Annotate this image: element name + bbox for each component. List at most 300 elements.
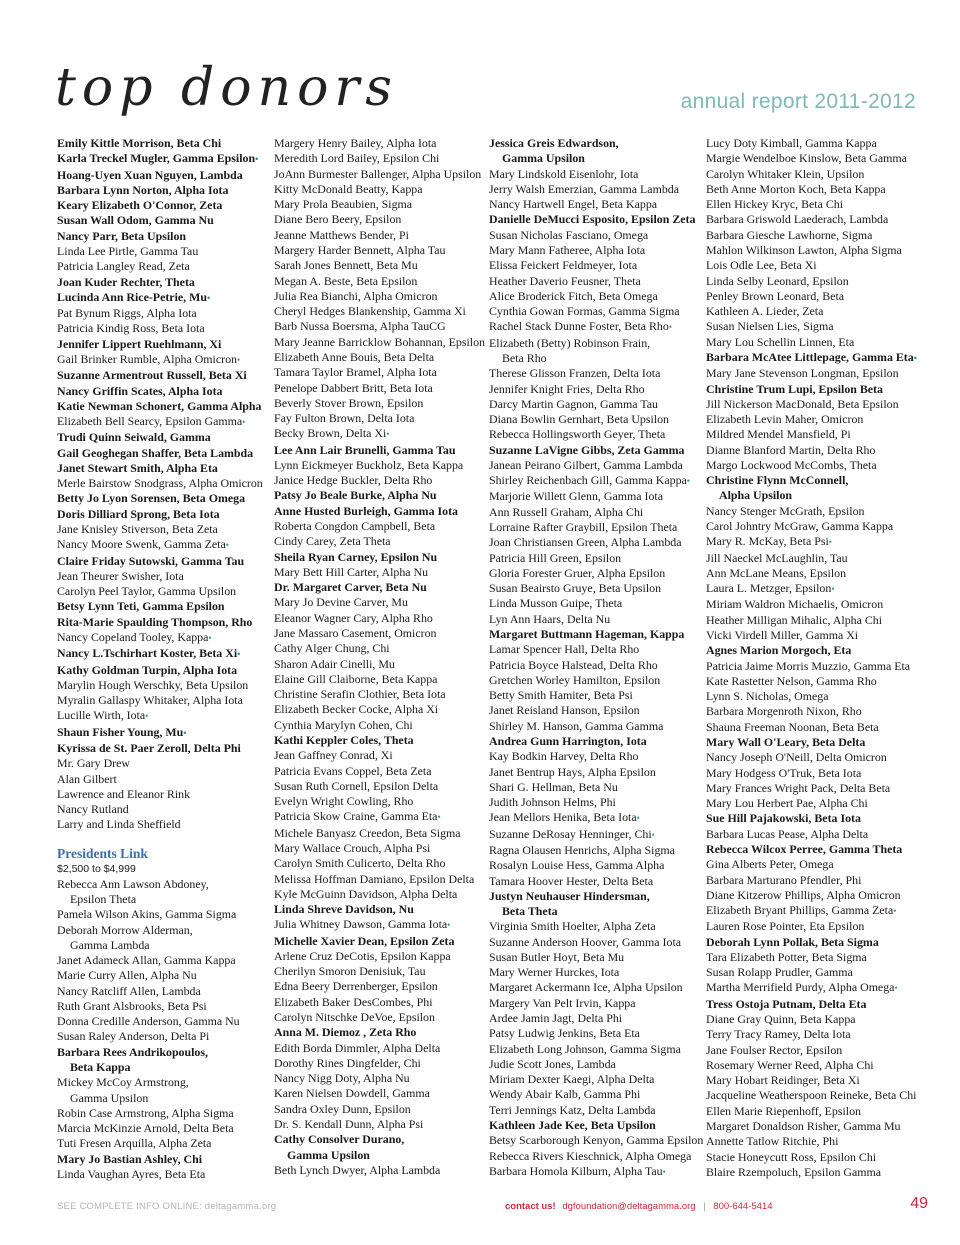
donor-name: Kitty McDonald Beatty, Kappa bbox=[274, 181, 423, 196]
donor-name: Kathy Goldman Turpin, Alpha Iota bbox=[57, 662, 238, 677]
donor-entry bbox=[274, 443, 482, 458]
donor-name: Ellen Hickey Kryc, Beta Chi bbox=[706, 197, 844, 212]
donor-name: Heather Daverio Feusner, Theta bbox=[489, 273, 641, 288]
donor-entry bbox=[489, 535, 701, 550]
donor-name: Linda Selby Leonard, Epsilon bbox=[706, 273, 849, 288]
donor-name: Miriam Waldron Michaelis, Omicron bbox=[706, 597, 884, 612]
donor-name: Lee Ann Lair Brunelli, Gamma Tau bbox=[274, 442, 456, 457]
donor-entry bbox=[706, 182, 921, 197]
donor-name: Tara Elizabeth Potter, Beta Sigma bbox=[706, 949, 867, 964]
donor-entry bbox=[489, 874, 701, 889]
donor-entry bbox=[706, 980, 921, 996]
donor-entry bbox=[706, 566, 921, 581]
donor-entry bbox=[706, 1043, 921, 1058]
donor-entry bbox=[706, 289, 921, 304]
donor-entry bbox=[489, 719, 701, 734]
donor-entry bbox=[489, 151, 701, 166]
donor-name: Doris Dilliard Sprong, Beta Iota bbox=[57, 506, 220, 521]
donor-entry bbox=[274, 212, 482, 227]
donor-entry bbox=[57, 446, 269, 461]
donor-name: Kathi Keppler Coles, Theta bbox=[274, 732, 414, 747]
donor-name: Mary Jo Bastian Ashley, Chi bbox=[57, 1151, 203, 1166]
donor-entry bbox=[706, 1058, 921, 1073]
donor-entry bbox=[274, 334, 486, 350]
donor-entry bbox=[274, 350, 482, 365]
donor-name: Ardee Jamin Jagt, Delta Phi bbox=[489, 1011, 623, 1026]
donor-marker-icon: • bbox=[893, 906, 897, 917]
donor-name: Pamela Wilson Akins, Gamma Sigma bbox=[57, 907, 237, 922]
donor-entry bbox=[274, 258, 482, 273]
donor-name: Sue Hill Pajakowski, Beta Iota bbox=[706, 811, 861, 826]
donor-name: Gail Brinker Rumble, Alpha Omicron bbox=[57, 351, 237, 366]
donor-name: Beta Rho bbox=[502, 350, 547, 365]
donor-name: Mary Hobart Reidinger, Beta Xi bbox=[706, 1073, 860, 1088]
donor-name: Anne Husted Burleigh, Gamma Iota bbox=[274, 503, 458, 518]
donor-entry bbox=[489, 136, 701, 151]
donor-entry bbox=[489, 212, 701, 227]
donor-name: Pat Bynum Riggs, Alpha Iota bbox=[57, 306, 197, 321]
donor-entry bbox=[57, 772, 269, 787]
donor-entry bbox=[706, 613, 921, 628]
donor-name: Susan Wall Odom, Gamma Nu bbox=[57, 213, 214, 228]
donor-entry bbox=[57, 491, 269, 506]
donor-marker-icon: • bbox=[255, 154, 259, 165]
donor-entry bbox=[274, 1056, 482, 1071]
donor-name: Penelope Dabbert Britt, Beta Iota bbox=[274, 380, 433, 395]
donor-entry bbox=[57, 183, 269, 198]
donor-name: Andrea Gunn Harrington, Iota bbox=[489, 733, 647, 748]
donor-entry bbox=[706, 781, 921, 796]
donor-entry bbox=[274, 1132, 482, 1147]
donor-entry bbox=[706, 1088, 921, 1103]
donor-name: Susan Rolapp Prudler, Gamma bbox=[706, 965, 853, 980]
donor-name: Gina Alberts Peter, Omega bbox=[706, 857, 834, 872]
donor-entry bbox=[274, 949, 482, 964]
donor-entry bbox=[274, 1102, 482, 1117]
donor-name: Mary Wallace Crouch, Alpha Psi bbox=[274, 840, 431, 855]
donor-name: Beverly Stover Brown, Epsilon bbox=[274, 395, 424, 410]
donor-entry bbox=[489, 703, 701, 718]
donor-entry bbox=[57, 337, 269, 352]
donor-entry bbox=[274, 934, 482, 949]
donor-entry bbox=[57, 461, 269, 476]
donor-entry bbox=[274, 565, 482, 580]
donor-entry bbox=[57, 693, 269, 708]
donor-entry bbox=[489, 581, 701, 596]
donor-entry bbox=[274, 626, 482, 641]
donor-entry bbox=[489, 642, 701, 657]
donor-entry bbox=[274, 964, 482, 979]
donor-entry bbox=[706, 950, 921, 965]
donor-name: Barbara Giesche Lawhorne, Sigma bbox=[706, 227, 873, 242]
donor-entry bbox=[706, 228, 921, 243]
donor-name: Mr. Gary Drew bbox=[57, 756, 130, 771]
donor-name: Shirley Reichenbach Gill, Gamma Kappa bbox=[489, 473, 687, 488]
donor-name: Mary Lindskold Eisenlohr, Iota bbox=[489, 166, 639, 181]
donor-marker-icon: • bbox=[636, 813, 640, 824]
donor-marker-icon: • bbox=[437, 812, 441, 823]
donor-name: Nancy Moore Swenk, Gamma Zeta bbox=[57, 537, 226, 552]
donor-name: Tamara Hoover Hester, Delta Beta bbox=[489, 873, 654, 888]
donor-name: Virginia Smith Hoelter, Alpha Zeta bbox=[489, 919, 656, 934]
donor-name: Ragna Olausen Henrichs, Alpha Sigma bbox=[489, 842, 675, 857]
donor-entry bbox=[706, 827, 921, 842]
donor-name: Betsy Scarborough Kenyon, Gamma Epsilon bbox=[489, 1133, 704, 1148]
donor-entry bbox=[706, 1150, 921, 1165]
donor-name: Sharon Adair Cinelli, Mu bbox=[274, 656, 395, 671]
donor-name: Blaire Rzempoluch, Epsilon Gamma bbox=[706, 1164, 882, 1179]
donor-name: Cindy Carey, Zeta Theta bbox=[274, 534, 391, 549]
donor-entry bbox=[489, 919, 701, 934]
donor-entry bbox=[706, 659, 921, 674]
donor-entry bbox=[274, 826, 482, 841]
donor-entry bbox=[706, 443, 921, 458]
donor-name: Mary Hodgess O'Truk, Beta Iota bbox=[706, 765, 862, 780]
donor-name: Jane Massaro Casement, Omicron bbox=[274, 626, 437, 640]
donor-entry bbox=[274, 657, 482, 672]
donor-name: Edith Borda Dimmler, Alpha Delta bbox=[274, 1040, 441, 1055]
donor-entry bbox=[706, 903, 921, 919]
donor-entry bbox=[57, 953, 269, 968]
donor-name: Margaret Buttmann Hageman, Kappa bbox=[489, 627, 685, 641]
donor-entry bbox=[489, 566, 701, 581]
donor-entry bbox=[57, 1060, 269, 1075]
donor-entry bbox=[274, 1117, 482, 1132]
donor-entry bbox=[57, 1045, 269, 1060]
donor-name: Gamma Upsilon bbox=[70, 1090, 149, 1105]
donor-entry bbox=[274, 794, 482, 809]
donor-marker-icon: • bbox=[183, 727, 187, 738]
donor-name: Nancy Joseph O'Neill, Delta Omicron bbox=[706, 750, 887, 765]
donor-entry bbox=[274, 274, 482, 289]
donor-entry bbox=[489, 795, 701, 810]
donor-entry bbox=[274, 136, 482, 151]
donor-name: Patricia Evans Coppel, Beta Zeta bbox=[274, 763, 432, 778]
donor-name: Janean Peirano Gilbert, Gamma Lambda bbox=[489, 457, 683, 472]
donor-name: Nancy Nigg Doty, Alpha Nu bbox=[274, 1071, 410, 1086]
donor-entry bbox=[706, 382, 921, 397]
donor-name: JoAnn Burmester Ballenger, Alpha Upsilon bbox=[274, 166, 482, 181]
donor-entry bbox=[489, 366, 701, 381]
donor-entry bbox=[57, 1152, 269, 1167]
donor-name: Jean Theurer Swisher, Iota bbox=[57, 568, 184, 583]
donor-name: Patsy Ludwig Jenkins, Beta Eta bbox=[489, 1026, 640, 1041]
donor-name: Alice Broderick Fitch, Beta Omega bbox=[489, 288, 658, 303]
donor-entry bbox=[274, 887, 482, 902]
donor-entry bbox=[706, 488, 921, 503]
donor-name: Tamara Taylor Bramel, Alpha Iota bbox=[274, 365, 437, 380]
donor-name: Cheryl Hedges Blankenship, Gamma Xi bbox=[274, 304, 466, 319]
donor-name: Jeanne Matthews Bender, Pi bbox=[274, 227, 409, 242]
donor-name: Beta Theta bbox=[502, 904, 558, 919]
donor-entry bbox=[706, 935, 921, 950]
donor-entry bbox=[489, 858, 701, 873]
donor-name: Diana Bowlin Gernhart, Beta Upsilon bbox=[489, 412, 669, 427]
donor-name: Elizabeth Becker Cocke, Alpha Xi bbox=[274, 702, 439, 717]
donor-name: Linda Shreve Davidson, Nu bbox=[274, 902, 414, 917]
donor-entry bbox=[706, 335, 921, 350]
donor-name: Becky Brown, Delta Xi bbox=[274, 426, 387, 441]
donor-name: Nancy Hartwell Engel, Beta Kappa bbox=[489, 197, 658, 212]
donor-name: Barbara Rees Andrikopoulos, bbox=[57, 1044, 208, 1059]
donor-name: Elizabeth Bryant Phillips, Gamma Zeta bbox=[706, 903, 894, 918]
donor-entry bbox=[274, 182, 482, 197]
donor-entry bbox=[274, 779, 482, 794]
donor-name: Lawrence and Eleanor Rink bbox=[57, 786, 191, 801]
donor-entry bbox=[706, 412, 921, 427]
donor-entry bbox=[489, 1087, 701, 1102]
donor-name: Trudi Quinn Seiwald, Gamma bbox=[57, 430, 211, 445]
donor-name: Rosalyn Louise Hess, Gamma Alpha bbox=[489, 858, 665, 873]
donor-entry bbox=[274, 488, 482, 503]
donor-name: Cynthia Gowan Formas, Gamma Sigma bbox=[489, 304, 680, 319]
donor-entry bbox=[706, 212, 921, 227]
donor-name: Jerry Walsh Emerzian, Gamma Lambda bbox=[489, 181, 679, 196]
donor-marker-icon: • bbox=[236, 354, 241, 365]
donor-entry bbox=[489, 1057, 701, 1072]
donor-entry bbox=[57, 522, 269, 537]
donor-entry bbox=[489, 596, 701, 611]
donor-entry bbox=[706, 873, 921, 888]
donor-name: Janet Stewart Smith, Alpha Eta bbox=[57, 460, 218, 475]
donor-name: Patricia Kindig Ross, Beta Iota bbox=[57, 321, 205, 336]
donor-name: Hoang-Uyen Xuan Nguyen, Lambda bbox=[57, 167, 243, 182]
donor-name: Elizabeth Anne Bouis, Beta Delta bbox=[274, 349, 435, 364]
donor-name: Robin Case Armstrong, Alpha Sigma bbox=[57, 1105, 234, 1120]
donor-entry bbox=[706, 796, 921, 811]
donor-entry bbox=[489, 673, 701, 688]
donor-name: Epsilon Theta bbox=[70, 891, 137, 906]
donor-entry bbox=[489, 197, 701, 212]
donor-name: Diane Bero Beery, Epsilon bbox=[274, 212, 402, 227]
donor-name: Katie Newman Schonert, Gamma Alpha bbox=[57, 398, 262, 413]
donor-name: Jennifer Knight Fries, Delta Rho bbox=[489, 381, 645, 396]
donor-entry bbox=[57, 984, 269, 999]
donor-name: Mary Mann Fatheree, Alpha Iota bbox=[489, 242, 646, 257]
donor-entry bbox=[706, 1012, 921, 1027]
donor-entry bbox=[57, 1167, 269, 1182]
donor-entry bbox=[57, 1029, 269, 1044]
donor-column-4 bbox=[706, 136, 921, 1180]
donor-name: Patricia Skow Craine, Gamma Eta bbox=[274, 809, 438, 824]
donor-name: Judie Scott Jones, Lambda bbox=[489, 1056, 616, 1071]
donor-name: Meredith Lord Bailey, Epsilon Chi bbox=[274, 151, 440, 166]
donor-entry bbox=[489, 780, 701, 795]
donor-entry bbox=[57, 554, 269, 569]
donor-name: Claire Friday Sutowski, Gamma Tau bbox=[57, 553, 245, 568]
donor-name: Beth Lynch Dwyer, Alpha Lambda bbox=[274, 1162, 441, 1177]
donor-name: Patricia Jaime Morris Muzzio, Gamma Eta bbox=[706, 658, 911, 673]
donor-name: Barbara Griswold Laederach, Lambda bbox=[706, 212, 889, 227]
donor-name: Barbara McAtee Littlepage, Gamma Eta bbox=[706, 349, 914, 364]
donor-entry bbox=[57, 907, 269, 922]
donor-marker-icon: • bbox=[206, 292, 211, 303]
donor-name: Carolyn Nitschke DeVoe, Epsilon bbox=[274, 1010, 435, 1025]
donor-entry bbox=[489, 1026, 701, 1041]
donor-name: Barbara Morgenroth Nixon, Rho bbox=[706, 704, 862, 719]
donor-entry bbox=[706, 519, 921, 534]
donor-entry bbox=[57, 708, 269, 724]
donor-name: Deborah Lynn Pollak, Beta Sigma bbox=[706, 934, 879, 949]
donor-entry bbox=[57, 923, 269, 938]
donor-entry bbox=[706, 735, 921, 750]
donor-name: Therese Glisson Franzen, Delta Iota bbox=[489, 366, 661, 381]
donor-name: Marcia McKinzie Arnold, Delta Beta bbox=[57, 1121, 234, 1136]
donor-name: Mildred Mendel Mansfield, Pi bbox=[706, 427, 851, 442]
donor-name: Fay Fulton Brown, Delta Iota bbox=[274, 411, 415, 426]
donor-entry bbox=[489, 658, 701, 673]
donor-name: Jane Foulser Rector, Epsilon bbox=[706, 1042, 843, 1057]
donor-name: Mary Jeanne Barricklow Bohannan, Epsilon bbox=[274, 334, 486, 349]
donor-entry bbox=[274, 979, 482, 994]
donor-name: Michele Banyasz Creedon, Beta Sigma bbox=[274, 825, 461, 840]
donor-name: Cathy Alger Chung, Chi bbox=[274, 641, 390, 656]
donor-entry bbox=[706, 458, 921, 473]
donor-entry bbox=[489, 243, 701, 258]
donor-name: Susan Raley Anderson, Delta Pi bbox=[57, 1029, 210, 1044]
donor-marker-icon: • bbox=[208, 633, 212, 643]
donor-entry bbox=[274, 917, 482, 933]
donor-entry bbox=[489, 843, 701, 858]
donor-entry bbox=[57, 430, 269, 445]
donor-entry bbox=[489, 734, 701, 749]
donor-entry bbox=[57, 1075, 269, 1090]
donor-marker-icon: • bbox=[225, 540, 229, 551]
donor-entry bbox=[57, 151, 269, 167]
donor-name: Jessica Greis Edwardson, bbox=[489, 136, 619, 150]
donor-name: Penley Brown Leonard, Beta bbox=[706, 288, 845, 303]
donor-name: Deborah Morrow Alderman, bbox=[57, 922, 193, 937]
donor-name: Melissa Hoffman Damiano, Epsilon Delta bbox=[274, 871, 475, 886]
donor-name: Suzanne Armentrout Russell, Beta Xi bbox=[57, 368, 247, 383]
donor-entry bbox=[274, 995, 482, 1010]
donor-name: Kyrissa de St. Paer Zeroll, Delta Phi bbox=[57, 740, 241, 755]
donor-name: Carol Johntry McGraw, Gamma Kappa bbox=[706, 519, 894, 534]
contact-separator: | bbox=[703, 1201, 706, 1212]
donor-name: Arlene Cruz DeCotis, Epsilon Kappa bbox=[274, 948, 451, 963]
donor-entry bbox=[274, 396, 482, 411]
donor-name: Keary Elizabeth O'Connor, Zeta bbox=[57, 198, 223, 213]
donor-name: Laura L. Metzger, Epsilon bbox=[706, 581, 832, 596]
donor-entry bbox=[57, 599, 269, 614]
donor-entry bbox=[489, 627, 701, 642]
donor-name: Julia Rea Bianchi, Alpha Omicron bbox=[274, 288, 438, 303]
contact-email-link[interactable]: dgfoundation@deltagamma.org bbox=[562, 1201, 696, 1212]
donor-entry bbox=[57, 678, 269, 693]
donor-entry bbox=[706, 628, 921, 643]
donor-marker-icon: • bbox=[913, 352, 917, 363]
donor-entry bbox=[274, 687, 482, 702]
donor-entry bbox=[274, 289, 482, 304]
donor-name: Darcy Martin Gagnon, Gamma Tau bbox=[489, 396, 658, 411]
donor-name: Nancy Copeland Tooley, Kappa bbox=[57, 630, 209, 644]
donor-entry bbox=[489, 765, 701, 780]
donor-entry bbox=[489, 612, 701, 627]
donor-entry bbox=[489, 397, 701, 412]
donor-name: Mahlon Wilkinson Lawton, Alpha Sigma bbox=[706, 242, 902, 257]
donor-name: Lauren Rose Pointer, Eta Epsilon bbox=[706, 919, 865, 934]
donor-name: Susan Butler Hoyt, Beta Mu bbox=[489, 949, 625, 964]
donor-entry bbox=[489, 289, 701, 304]
donor-name: Agnes Marion Morgoch, Eta bbox=[706, 643, 852, 658]
donor-entry bbox=[274, 167, 482, 182]
donor-entry bbox=[274, 243, 482, 258]
donor-entry bbox=[274, 718, 482, 733]
donor-name: Patricia Hill Green, Epsilon bbox=[489, 550, 622, 565]
donor-entry bbox=[57, 259, 269, 274]
donor-entry bbox=[57, 1121, 269, 1136]
donor-marker-icon: • bbox=[662, 1166, 666, 1177]
donor-name: Jean Gaffney Conrad, Xi bbox=[274, 748, 393, 763]
donor-entry bbox=[57, 817, 269, 832]
donor-entry bbox=[706, 965, 921, 980]
donor-column-1 bbox=[57, 136, 269, 1182]
donor-entry bbox=[57, 1106, 269, 1121]
donor-entry bbox=[274, 748, 482, 763]
donor-marker-icon: • bbox=[447, 920, 451, 931]
donor-entry bbox=[274, 426, 482, 442]
donor-name: Joan Christiansen Green, Alpha Lambda bbox=[489, 535, 682, 550]
donor-entry bbox=[274, 304, 482, 319]
donor-entry bbox=[489, 688, 701, 703]
donor-entry bbox=[706, 366, 921, 381]
donor-name: Mary R. McKay, Beta Psi bbox=[706, 534, 829, 549]
donor-entry bbox=[274, 580, 482, 595]
donor-name: Mary Frances Wright Pack, Delta Beta bbox=[706, 780, 891, 795]
donor-marker-icon: • bbox=[237, 649, 241, 660]
donor-name: Marylin Hough Werschky, Beta Upsilon bbox=[57, 677, 249, 692]
donor-name: Margery Van Pelt Irvin, Kappa bbox=[489, 995, 636, 1010]
donor-entry bbox=[489, 950, 701, 965]
donor-name: Beth Anne Morton Koch, Beta Kappa bbox=[706, 181, 886, 196]
donor-name: Mary Jane Stevenson Longman, Epsilon bbox=[706, 366, 899, 381]
donor-name: Elaine Gill Claiborne, Beta Kappa bbox=[274, 671, 438, 686]
donor-entry bbox=[489, 1072, 701, 1087]
donor-name: Janice Hedge Buckler, Delta Rho bbox=[274, 473, 433, 488]
donor-name: Ann Russell Graham, Alpha Chi bbox=[489, 504, 644, 519]
donor-name: Margie Wendelboe Kinslow, Beta Gamma bbox=[706, 151, 907, 166]
donor-entry bbox=[706, 319, 921, 334]
donor-name: Susan Nicholas Fasciano, Omega bbox=[489, 227, 649, 242]
donor-name: Elizabeth Bell Searcy, Epsilon Gamma bbox=[57, 414, 243, 429]
donor-marker-icon: • bbox=[145, 711, 149, 722]
donor-entry bbox=[489, 443, 701, 458]
donor-name: Michelle Xavier Dean, Epsilon Zeta bbox=[274, 933, 455, 948]
donor-name: Roberta Congdon Campbell, Beta bbox=[274, 519, 436, 534]
donor-name: Lynn Eickmeyer Buckholz, Beta Kappa bbox=[274, 457, 464, 472]
donor-entry bbox=[489, 889, 701, 904]
donor-name: Rebecca Ann Lawson Abdoney, bbox=[57, 876, 209, 891]
donor-name: Miriam Dexter Kaegi, Alpha Delta bbox=[489, 1072, 655, 1087]
donor-entry bbox=[274, 1163, 482, 1178]
donor-entry bbox=[706, 197, 921, 212]
donor-name: Marie Curry Allen, Alpha Nu bbox=[57, 968, 197, 983]
donor-entry bbox=[57, 275, 269, 290]
donor-entry bbox=[274, 365, 482, 380]
donor-entry bbox=[489, 904, 701, 919]
donor-name: Suzanne Anderson Hoover, Gamma Iota bbox=[489, 934, 682, 949]
donor-name: Mary Lou Schellin Linnen, Eta bbox=[706, 334, 855, 349]
donor-name: Shaun Fisher Young, Mu bbox=[57, 724, 184, 739]
donor-entry bbox=[274, 809, 482, 825]
donor-name: Ellen Marie Riepenhoff, Epsilon bbox=[706, 1103, 861, 1118]
donor-marker-icon: • bbox=[242, 417, 246, 428]
donor-name: Gloria Forester Gruer, Alpha Epsilon bbox=[489, 565, 666, 580]
donor-name: Betty Jo Lyon Sorensen, Beta Omega bbox=[57, 491, 246, 506]
donor-entry bbox=[57, 741, 269, 756]
donor-name: Dianne Blanford Martin, Delta Rho bbox=[706, 442, 876, 457]
donor-entry bbox=[489, 965, 701, 980]
